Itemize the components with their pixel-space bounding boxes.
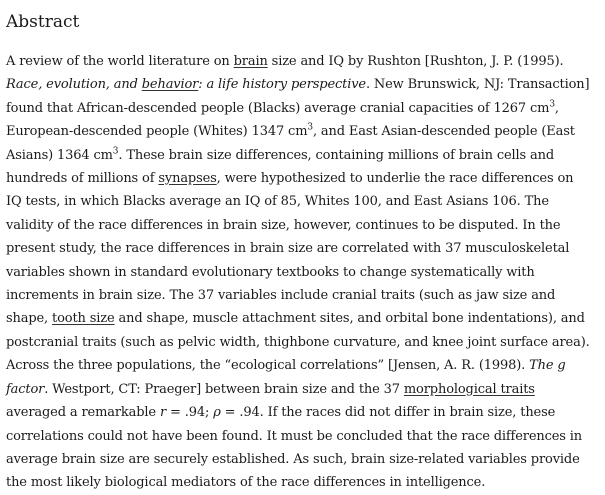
term-link[interactable]: synapses [158, 171, 217, 187]
text-run: found that African-descended people (Blacks) average cranial capacities of 1267 cm [6, 100, 550, 116]
italic-text: r [159, 405, 167, 421]
text-run: size and IQ by Rushton [Rushton, J. P. (1995). [267, 54, 564, 69]
abstract-line [6, 331, 601, 354]
abstract-heading: Abstract [6, 12, 80, 32]
abstract-line [6, 354, 601, 377]
abstract-line [6, 237, 601, 260]
italic-text: The g [529, 358, 566, 374]
abstract-line [6, 50, 601, 73]
superscript: 3 [112, 146, 119, 157]
abstract-line [6, 284, 601, 307]
term-link[interactable]: behavior [141, 77, 199, 93]
text-run: variables shown in standard evolutionary textbooks to change systematically with [6, 264, 535, 280]
text-run: Across the three populations, the “ecological correlations” [Jensen, A. R. (1998). [6, 358, 530, 374]
text-run: , were hypothesized to underlie the race differences on [216, 171, 574, 187]
abstract-section [6, 8, 601, 495]
abstract-line [6, 378, 601, 401]
text-run: increments in brain size. The 37 variables include cranial traits (such as jaw size and [6, 288, 556, 304]
abstract-line [6, 214, 601, 237]
text-run: . These brain size differences, containing millions of brain cells and [118, 147, 555, 163]
text-run: shape, [6, 311, 53, 327]
abstract-line [6, 144, 601, 167]
text-run: postcranial traits (such as pelvic width, thighbone curvature, and knee joint surface area). [6, 334, 590, 350]
text-run: . Westport, CT: Praeger] between brain size and the 37 [44, 381, 404, 397]
italic-text: : a life history perspective [198, 77, 366, 93]
superscript: 3 [307, 122, 313, 133]
text-run: = .94. If the races did not differ in brain size, these [220, 405, 556, 421]
term-link[interactable]: morphological traits [403, 381, 535, 397]
text-run: European-descended people (Whites) 1347 cm [6, 124, 308, 140]
text-run: averaged a remarkable [6, 405, 160, 421]
term-link[interactable]: tooth size [52, 311, 115, 327]
text-run: = .94; [166, 405, 214, 421]
text-run: correlations could not have been found. It must be concluded that the race differences in [6, 428, 583, 444]
italic-text: ρ [213, 405, 221, 421]
text-run: . New Brunswick, NJ: Transaction] [365, 77, 590, 93]
abstract-line [6, 261, 601, 284]
abstract-line [6, 307, 601, 330]
abstract-line [6, 425, 601, 448]
text-run: the most likely biological mediators of the race differences in intelligence. [6, 475, 486, 491]
text-run: Asians) 1364 cm [6, 147, 113, 163]
abstract-line [6, 471, 601, 494]
abstract-line [6, 401, 601, 424]
text-run: and shape, muscle attachment sites, and orbital bone indentations), and [114, 311, 585, 327]
text-run: A review of the world literature on [6, 54, 234, 69]
abstract-line [6, 73, 601, 96]
superscript: 3 [549, 99, 555, 110]
text-run: IQ tests, in which Blacks average an IQ of 85, Whites 100, and East Asians 106. The [6, 194, 549, 210]
abstract-line [6, 97, 601, 120]
text-run: average brain size are securely established. As such, brain size-related variables provide [6, 451, 580, 467]
abstract-line [6, 120, 601, 143]
text-run: present study, the race differences in brain size are correlated with 37 musculoskeletal [6, 241, 570, 257]
term-link[interactable]: brain [233, 54, 268, 69]
text-run: hundreds of millions of [6, 171, 159, 187]
abstract-line [6, 167, 601, 190]
text-run: validity of the race differences in brain size, however, continues to be disputed. In the [6, 217, 561, 233]
abstract-line [6, 190, 601, 213]
italic-text: factor [6, 381, 45, 397]
abstract-body [6, 50, 601, 495]
text-run: , and East Asian-descended people (East [312, 124, 575, 140]
text-run: , [554, 100, 559, 116]
italic-text: Race, evolution, and [6, 77, 142, 93]
abstract-line [6, 448, 601, 471]
